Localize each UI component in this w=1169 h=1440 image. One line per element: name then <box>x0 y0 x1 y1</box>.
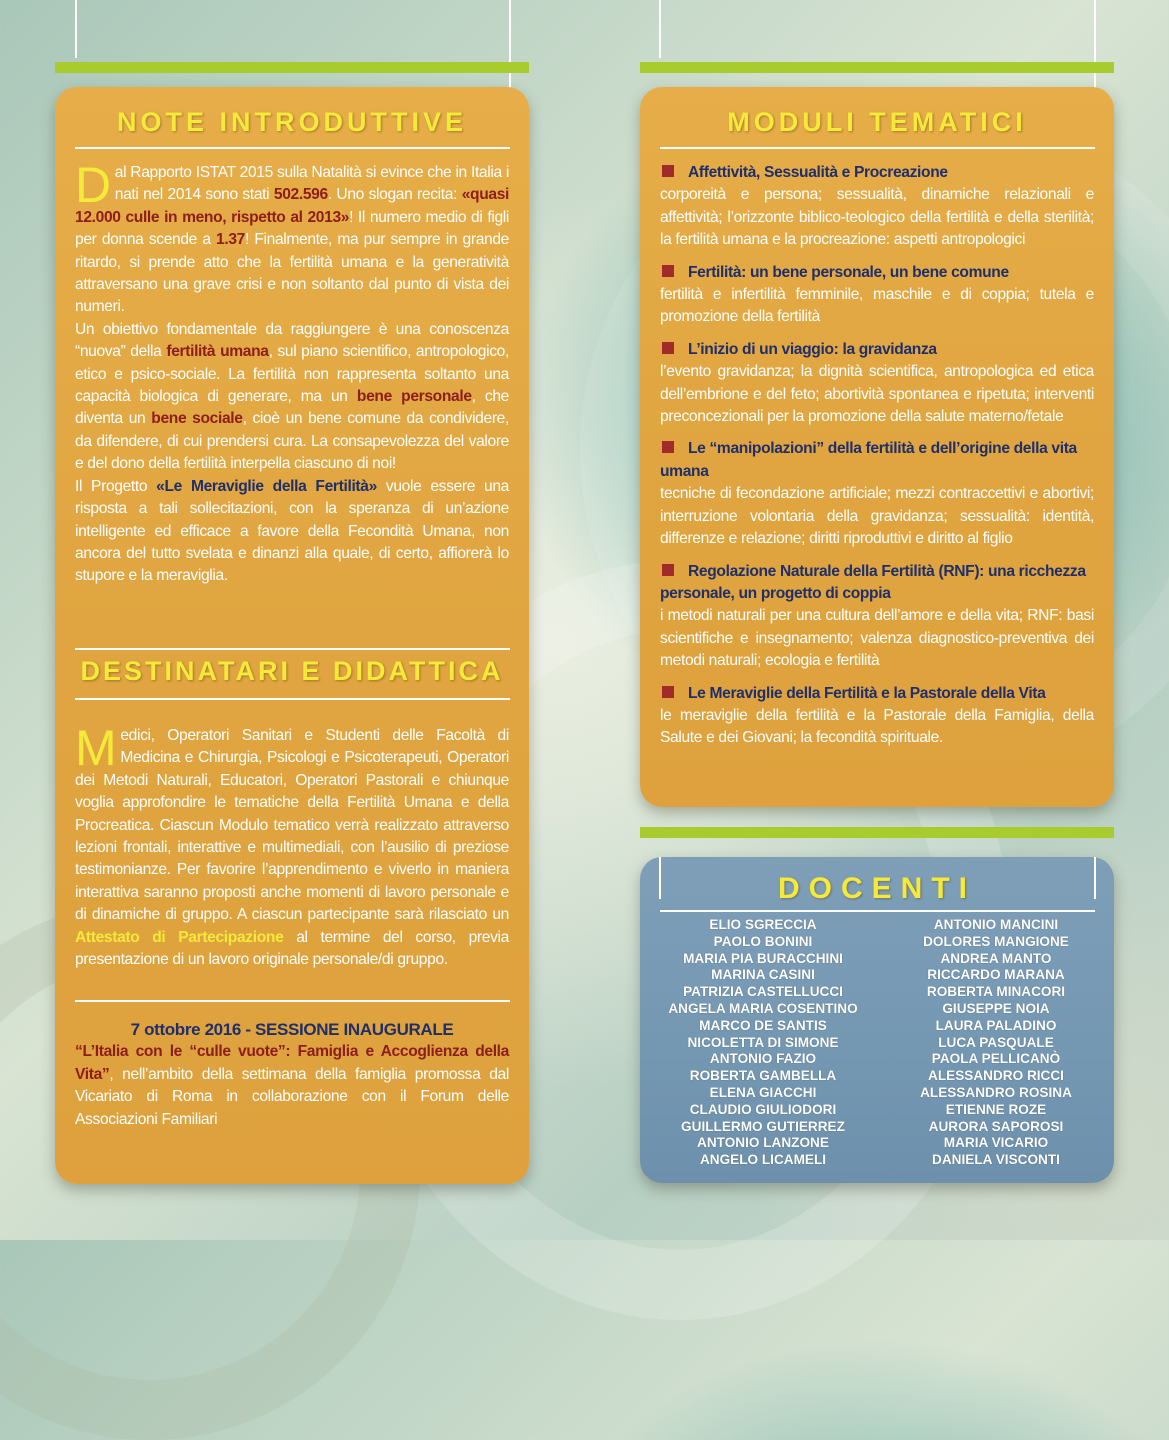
body-text-run: ! Finalmente, ma pur sempre in grande ritardo, si prende atto che la fertilità umana e la generatività attraversano una grave crisi e non soltanto dal punto di vista dei numeri. <box>75 231 509 316</box>
note-body <box>75 157 510 588</box>
docente-name: ANGELO LICAMELI <box>699 1152 827 1168</box>
docente-name: PAOLO BONINI <box>713 933 813 949</box>
module-item <box>660 561 1094 673</box>
note-paragraphs <box>75 157 510 588</box>
moduli-title: MODULI TEMATICI <box>727 107 1027 137</box>
docente-name: ETIENNE ROZE <box>945 1101 1047 1117</box>
body-text-run: Il Progetto <box>75 477 157 495</box>
docente-name: ANTONIO FAZIO <box>709 1051 817 1067</box>
module-item <box>660 162 1094 252</box>
docente-name: ELENA GIACCHI <box>709 1084 817 1100</box>
session-text <box>75 1041 509 1131</box>
module-item <box>660 438 1094 550</box>
docente-name: ROBERTA GAMBELLA <box>689 1068 837 1084</box>
divider-line <box>75 0 77 58</box>
green-accent-bar <box>640 62 1114 73</box>
bullet-square-icon <box>662 686 674 698</box>
module-heading-text: Regolazione Naturale della Fertilità (RNF): una ricchezza personale, un progetto di coppia <box>660 562 1086 602</box>
title-underline <box>75 147 510 149</box>
note-title: NOTE INTRODUTTIVE <box>117 107 467 137</box>
docente-name: DOLORES MANGIONE <box>923 933 1069 949</box>
dest-paragraph <box>75 720 509 971</box>
docente-name: ELIO SGRECCIA <box>709 917 817 932</box>
docente-name: LUCA PASQUALE <box>938 1034 1054 1050</box>
body-text-run: , nell’ambito della settimana della famiglia promossa dal Vicariato di Roma in collaborazione con il Forum delle Associazioni Familiari <box>75 1065 509 1128</box>
module-heading-text: Le Meraviglie della Fertilità e la Pastorale della Vita <box>688 684 1046 702</box>
docente-name: NICOLETTA DI SIMONE <box>687 1034 839 1050</box>
module-description: i metodi naturali per una cultura dell’amore e della vita; RNF: basi scientifiche e insegnamento; valenza diagnostico-preventiva dei metodi naturali; ecologia e fertilità <box>660 607 1094 670</box>
module-item <box>660 683 1094 750</box>
module-heading <box>660 162 1094 184</box>
body-text-run: al Rapporto ISTAT 2015 sulla Natalità si evince che in Italia i nati nel 2014 sono stati <box>114 164 509 204</box>
highlight-text: «Le Meraviglie della Fertilità» <box>156 477 377 495</box>
highlight-text: “L’Italia con le “culle vuote”: Famiglia e Accoglienza della Vita” <box>75 1043 509 1083</box>
docente-name: ALESSANDRO RICCI <box>928 1068 1064 1084</box>
docenti-column-left <box>660 917 866 1169</box>
body-text-run: edici, Operatori Sanitari e Studenti delle Facoltà di Medicina e Chirurgia, Psicologi e Psicoterapeuti, Operatori dei Metodi Naturali, Educatori, Operatori Pastorali e chiunque voglia approfondire le tematiche della Fertilità Umana e della Procreatica. Ciascun Modulo tematico verrà realizzato attraverso lezioni frontali, interattive e multimediali, con l’ausilio di preziose testimonianze. Per favorire l’apprendimento e viverlo in maniera interattiva saranno proposti anche momenti di lavoro personale e di dinamiche di gruppo. A ciascun partecipante sarà rilasciato un <box>75 727 509 924</box>
docente-name: ANDREA MANTO <box>940 950 1052 966</box>
body-text-run: , cioè un bene comune da condividere, da difendere, di cui prendersi cura. La consapevolezza del valore e del dono della fertilità interpella ciascuno di noi! <box>75 410 509 473</box>
module-description: corporeità e persona; sessualità, dinamiche relazionali e affettività; l’orizzonte biblico-teologico della fertilità e della sterilità; la fertilità umana e la procreazione: aspetti antropologici <box>660 186 1094 249</box>
module-heading <box>660 339 1094 361</box>
docente-name: MARIA PIA BURACCHINI <box>683 950 843 966</box>
moduli-list <box>660 162 1094 760</box>
note-paragraph <box>75 157 510 319</box>
body-text-run: , che diventa un <box>75 388 510 428</box>
title-underline <box>75 698 510 700</box>
docente-name: GIUSEPPE NOIA <box>942 1000 1050 1016</box>
dest-body <box>75 720 509 971</box>
module-description: fertilità e infertilità femminile, maschile e di coppia; tutela e promozione della fertilità <box>660 286 1094 326</box>
body-text-run: , sul piano scientifico, antropologico, etico e psico-sociale. La fertilità non rappresenta soltanto una capacità biologica di generare, ma un <box>75 343 509 406</box>
docenti-title: DOCENTI <box>778 872 976 905</box>
docente-name: GUILLERMO GUTIERREZ <box>681 1118 845 1134</box>
dest-title: DESTINATARI E DIDATTICA <box>80 656 504 686</box>
bullet-square-icon <box>662 165 674 177</box>
bullet-square-icon <box>662 265 674 277</box>
docente-name: MARINA CASINI <box>711 967 815 983</box>
docenti-column-right <box>876 917 1116 1169</box>
highlight-text: bene sociale <box>151 410 243 428</box>
docente-name: MARCO DE SANTIS <box>699 1017 827 1033</box>
docente-name: ROBERTA MINACORI <box>926 984 1066 1000</box>
note-paragraph <box>75 319 509 476</box>
green-accent-bar <box>55 62 529 73</box>
docente-name: PAOLA PELLICANÒ <box>931 1051 1061 1067</box>
module-heading <box>660 683 1094 705</box>
docente-name: RICCARDO MARANA <box>927 967 1065 983</box>
highlight-text: «quasi 12.000 culle in meno, rispetto al 2013» <box>75 186 510 226</box>
module-description: tecniche di fecondazione artificiale; mezzi contraccettivi e abortivi; interruzione volontaria della gravidanza; sessualità: identità, differenze e relazione; diritti riproduttivi e diritto al figlio <box>660 485 1094 548</box>
docente-name: ANTONIO MANCINI <box>933 917 1059 932</box>
body-text-run: al termine del corso, previa presentazione di un lavoro originale personale/di gruppo. <box>75 928 509 969</box>
highlight-text: Attestato di Partecipazione <box>75 928 284 946</box>
highlight-text: 1.37 <box>216 231 245 249</box>
title-underline <box>660 147 1095 149</box>
section-divider <box>75 648 510 650</box>
body-text-run: . Uno slogan recita: <box>327 186 462 204</box>
section-divider <box>75 1000 510 1002</box>
docente-name: PATRIZIA CASTELLUCCI <box>683 984 843 1000</box>
dest-dropcap: M <box>75 720 117 776</box>
bullet-square-icon <box>662 342 674 354</box>
module-heading-text: Le “manipolazioni” della fertilità e dell’origine della vita umana <box>660 440 1077 480</box>
module-item <box>660 262 1094 329</box>
docente-name: ANTONIO LANZONE <box>697 1135 829 1151</box>
note-paragraph <box>75 476 509 588</box>
divider-line <box>659 0 661 58</box>
docente-name: ANGELA MARIA COSENTINO <box>668 1000 858 1016</box>
module-description: le meraviglie della fertilità e la Pastorale della Famiglia, della Salute e dei Giovani; la fecondità spirituale. <box>660 706 1094 747</box>
module-heading-text: Fertilità: un bene personale, un bene comune <box>688 263 1009 281</box>
bullet-square-icon <box>662 441 674 453</box>
session-title: 7 ottobre 2016 - SESSIONE INAUGURALE <box>130 1020 454 1039</box>
highlight-text: fertilità umana <box>166 343 269 361</box>
module-heading <box>660 262 1094 284</box>
module-description: l’evento gravidanza; la dignità scientifica, antropologica ed etica dell’embrione e del feto; abortività spontanea e ripetuta; interventi preconcezionali per la promozione della salute materno/fetale <box>660 363 1094 426</box>
docente-name: CLAUDIO GIULIODORI <box>689 1101 837 1117</box>
docente-name: DANIELA VISCONTI <box>932 1152 1060 1168</box>
docente-name: ALESSANDRO ROSINA <box>920 1084 1072 1100</box>
docente-name: MARIA VICARIO <box>943 1135 1049 1151</box>
body-text-run: vuole essere una risposta a tali sollecitazioni, con la speranza di un’azione intelligente ed efficace a favore della Fecondità Umana, non ancora del tutto svelata e dinanzi alla quale, di certo, affiorerà lo stupore e la meraviglia. <box>75 477 509 585</box>
module-heading <box>660 438 1094 483</box>
note-dropcap: D <box>75 157 111 213</box>
module-heading-text: Affettività, Sessualità e Procreazione <box>688 164 948 181</box>
title-underline <box>660 910 1095 912</box>
docente-name: AURORA SAPOROSI <box>928 1118 1064 1134</box>
highlight-text: 502.596 <box>273 186 328 204</box>
green-accent-bar <box>640 827 1114 838</box>
module-heading-text: L’inizio di un viaggio: la gravidanza <box>688 340 937 358</box>
session-block <box>75 1019 509 1131</box>
bullet-square-icon <box>662 564 674 576</box>
highlight-text: bene personale <box>356 388 472 406</box>
module-item <box>660 339 1094 429</box>
body-text-run: ! Il numero medio di figli per donna scende a <box>75 208 509 249</box>
module-heading <box>660 561 1094 606</box>
docente-name: LAURA PALADINO <box>935 1017 1057 1033</box>
body-text-run: Un obiettivo fondamentale da raggiungere è una conoscenza “nuova” della <box>75 320 509 361</box>
